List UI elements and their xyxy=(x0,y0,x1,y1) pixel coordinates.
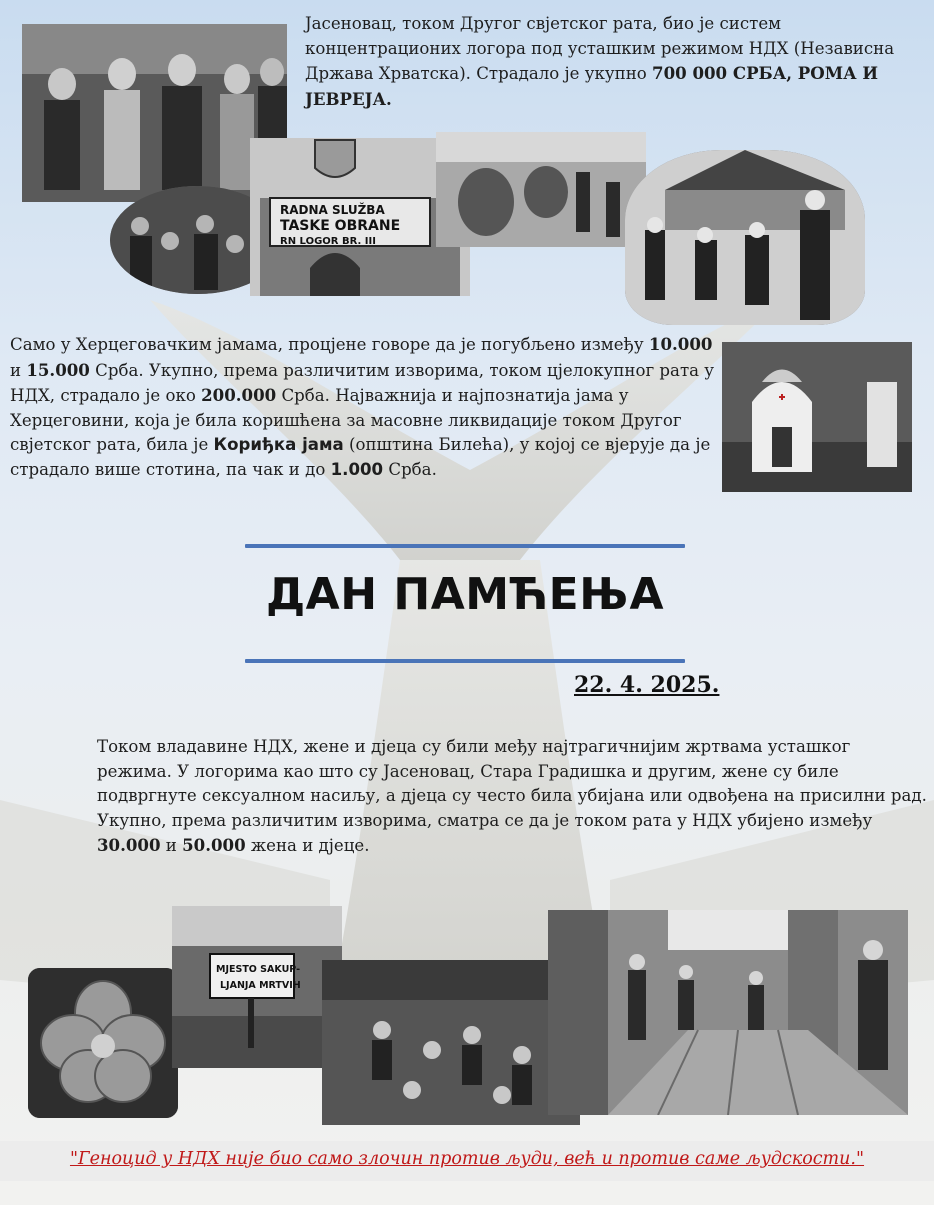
herz-number-3: 200.000 xyxy=(201,385,277,405)
herz-number-1: 10.000 xyxy=(648,334,713,354)
women-text-2: и xyxy=(160,836,183,855)
herz-number-4: 1.000 xyxy=(330,459,384,479)
women-number-1: 30.000 xyxy=(97,835,161,855)
herz-number-2: 15.000 xyxy=(26,359,90,380)
intro-victims-count: 700 000 СРБА, РОМА И ЈЕВРЕЈА. xyxy=(305,63,879,109)
herz-text-4: Срба. Најважнија и најпознатија јама у Херцеговини, која је била коришћена за масовне ликвидације током Другог свјетског рата, била је xyxy=(10,386,682,454)
women-text-3: жена и дјеце. xyxy=(245,836,370,855)
photo-camp-workers xyxy=(436,132,646,247)
gate-sign-line2: TASKE OBRANE xyxy=(280,218,401,234)
herz-text-2: и xyxy=(10,360,27,380)
intro-paragraph xyxy=(305,12,915,112)
herz-text-3: Срба. Укупно, према различитим изворима, током цјелокупног рата у НДХ, страдало је око xyxy=(10,360,715,405)
intro-text: Јасеновац, током Другог свјетског рата, био је систем концентрационих логора под усташким режимом НДХ (Независна Држава Хрватска). Страдало је укупно xyxy=(305,14,895,83)
gate-sign-line3: RN LOGOR BR. III xyxy=(280,236,376,247)
title-rule-bottom xyxy=(245,659,685,663)
page-title: ДАН ПАМЋЕЊА xyxy=(265,569,665,620)
photo-memorial-chapel xyxy=(722,342,912,492)
photo-children xyxy=(22,24,287,202)
photo-refugees xyxy=(625,150,865,325)
burial-sign-line1: MJESTO SAKUP- xyxy=(216,964,301,975)
herz-text-1: Само у Херцеговачким јамама, процјене говоре да је погубљено између xyxy=(10,335,649,354)
women-text-1: Током владавине НДХ, жене и дјеца су били међу најтрагичнијим жртвама усташког режима. У логорима као што су Јасеновац, Стара Градишка и другим, жене су биле подвргнуте сексуалном насиљу, а дјеца су често била убијана или одвођена на присилни рад. Укупно, према различитим изворима, сматра се да је током рата у НДХ убијено између xyxy=(97,737,927,830)
herzegovina-paragraph xyxy=(10,332,722,482)
photo-flower xyxy=(28,968,178,1118)
footer-quote: "Геноцид у НДХ није био само злочин против људи, већ и против саме људскости." xyxy=(69,1149,865,1169)
photo-burial-sign xyxy=(172,906,342,1068)
burial-sign-line2: LJANJA MRTVIH xyxy=(220,980,301,991)
women-children-paragraph xyxy=(97,735,927,859)
photo-camp-barracks xyxy=(548,910,908,1115)
gate-sign-line1: RADNA SLUŽBA xyxy=(280,203,385,217)
women-number-2: 50.000 xyxy=(182,835,246,855)
herz-pit-name: Кориђка јама xyxy=(213,435,344,454)
remembrance-date: 22. 4. 2025. xyxy=(574,672,720,698)
title-rule-top xyxy=(245,544,685,548)
photo-children-floor xyxy=(322,960,580,1125)
herz-text-6: Срба. xyxy=(383,459,437,479)
herz-text-5: (општина Билећа), у којој се вјерује да је страдало више стотина, па чак и до xyxy=(10,435,711,479)
